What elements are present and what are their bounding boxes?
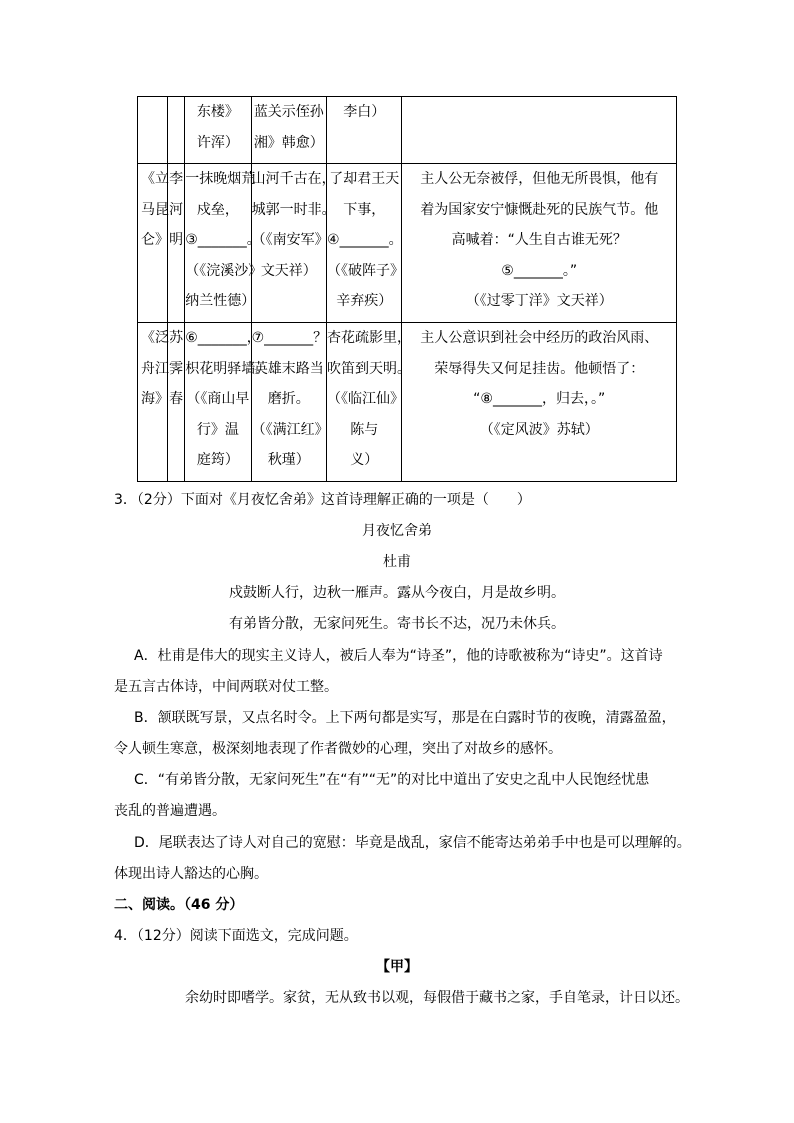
cell-line: 荣辱得失又何足挂齿。他顿悟了： bbox=[434, 360, 645, 377]
passage-text: 余幼时即嗜学。家贫，无从致书以观，每假借于藏书之家，手自笔录，计日以还。 bbox=[185, 990, 689, 1006]
cell-line: 主人公意识到社会中经历的政治风雨、 bbox=[420, 330, 659, 346]
cell-line: 义） bbox=[350, 452, 379, 468]
poem-line: 戍鼓断人行，边秋一雁声。露从今夜白，月是故乡明。 bbox=[229, 585, 565, 601]
cell-line: ④_______。 bbox=[327, 232, 403, 248]
cell-line: 一抹晚烟荒 bbox=[185, 171, 256, 187]
cell-line: 辛弃疾） bbox=[336, 293, 393, 309]
cell-line: ⑤_______。” bbox=[501, 262, 578, 279]
cell-line: 李 bbox=[169, 171, 184, 187]
cell-line: 戍垒， bbox=[196, 201, 239, 218]
cell-line: 明 bbox=[169, 232, 184, 248]
cell-line: 纳兰性德） bbox=[185, 293, 256, 309]
cell-line: 李白） bbox=[343, 104, 386, 120]
cell-line: 仑》 bbox=[141, 232, 169, 248]
cell-line: 秋瑾） bbox=[267, 452, 310, 468]
section-heading: 二、阅读。（46 分） bbox=[114, 897, 244, 913]
table-cell-poem-2 bbox=[251, 164, 336, 323]
cell-line: 苏 bbox=[169, 330, 184, 346]
cell-line: 许浑） bbox=[196, 134, 239, 151]
table-cell-poem-1 bbox=[185, 164, 263, 323]
table-cell-poem-2 bbox=[251, 97, 326, 164]
cell-line: ③_______。 bbox=[185, 232, 261, 248]
cell-line: （《商山早 bbox=[186, 391, 250, 407]
cell-line: （《破阵子》 bbox=[327, 262, 405, 279]
cell-line: （《定风波》苏轼） bbox=[479, 421, 599, 438]
table-cell-poem-3 bbox=[327, 323, 412, 482]
option-d-line: D．尾联表达了诗人对自己的宽慰：毕竟是战乱，家信不能寄达弟弟手中也是可以理解的。 bbox=[134, 835, 691, 851]
cell-line: 《泛 bbox=[141, 330, 169, 346]
cell-line: 行》温 bbox=[196, 421, 239, 438]
cell-line: （《满江红》 bbox=[251, 421, 329, 438]
question-4-stem: 4．（12分）阅读下面选文，完成问题。 bbox=[114, 928, 358, 944]
passage-label: 【甲】 bbox=[376, 959, 418, 975]
cell-line: 磨折。 bbox=[267, 391, 310, 407]
cell-line: 马昆 bbox=[141, 201, 169, 218]
cell-line: 山河千古在， bbox=[251, 171, 336, 187]
cell-line: （《浣溪沙》 bbox=[185, 262, 263, 279]
cell-line: 庭筠） bbox=[196, 452, 239, 468]
table-cell-poem-3 bbox=[327, 164, 405, 323]
cell-line: 霁 bbox=[169, 360, 184, 377]
table-cell-poem-1 bbox=[185, 323, 270, 482]
poem-table bbox=[137, 96, 677, 482]
table-cell-author bbox=[168, 323, 185, 482]
cell-line: 陈与 bbox=[350, 421, 379, 438]
cell-line: 河 bbox=[169, 201, 184, 218]
option-c-line: 丧乱的普遍遭遇。 bbox=[114, 803, 226, 819]
cell-line: 着为国家安宁慷慨赴死的民族气节。他 bbox=[420, 201, 659, 218]
cell-line: ⑥_______， bbox=[185, 330, 261, 346]
table-row bbox=[138, 164, 677, 323]
cell-line: ⑦_______？ bbox=[251, 330, 328, 346]
table-cell-description bbox=[402, 164, 677, 323]
cell-line: 蓝关示侄孙 bbox=[253, 104, 324, 120]
table-cell-poem-2 bbox=[251, 323, 329, 482]
option-a-line: 是五言古体诗，中间两联对仗工整。 bbox=[114, 679, 338, 695]
table-cell-author bbox=[168, 97, 185, 164]
cell-line: 英雄末路当 bbox=[253, 360, 324, 377]
cell-line: 了却君王天 bbox=[329, 171, 400, 187]
cell-line: 春 bbox=[169, 391, 184, 407]
poem-line: 有弟皆分散，无家问死生。寄书长不达，况乃未休兵。 bbox=[229, 616, 565, 632]
poem-title: 月夜忆舍弟 bbox=[362, 523, 432, 539]
table-cell-poem-3 bbox=[327, 97, 402, 164]
cell-line: 高喊着：“人生自古谁无死？ bbox=[451, 232, 627, 248]
table-cell-title bbox=[138, 97, 168, 164]
cell-line: 枳花明驿墙。 bbox=[185, 360, 270, 377]
cell-line: 湘》韩愈） bbox=[253, 134, 324, 151]
cell-line: 城郭一时非。 bbox=[251, 201, 336, 218]
table-cell-title bbox=[138, 323, 168, 482]
table-cell-poem-1 bbox=[185, 97, 251, 164]
table-cell-description bbox=[402, 323, 677, 482]
cell-line: 主人公无奈被俘，但他无所畏惧，他有 bbox=[420, 171, 659, 187]
option-d-line: 体现出诗人豁达的心胸。 bbox=[114, 866, 268, 882]
cell-line: 下事， bbox=[343, 201, 386, 218]
option-c-line: C．“有弟皆分散，无家问死生”在“有”“无”的对比中道出了安史之乱中人民饱经忧患 bbox=[134, 772, 650, 788]
table-cell-title bbox=[138, 164, 168, 323]
option-a-line: A．杜甫是伟大的现实主义诗人，被后人奉为“诗圣”，他的诗歌被称为“诗史”。这首诗 bbox=[134, 648, 663, 664]
table-cell-description bbox=[402, 97, 677, 164]
cell-line: 海》 bbox=[141, 391, 169, 407]
cell-line: 东楼》 bbox=[196, 104, 239, 120]
option-b-line: B．颔联既写景，又点名时令。上下两句都是实写，那是在白露时节的夜晚，清露盈盈， bbox=[134, 710, 676, 726]
cell-line: 舟江 bbox=[141, 360, 169, 377]
cell-line: “⑧_______，归去，。” bbox=[473, 391, 606, 407]
table-cell-author bbox=[168, 164, 185, 323]
cell-line: （《临江仙》 bbox=[327, 391, 405, 407]
question-3-stem: 3．（2分）下面对《月夜忆舍弟》这首诗理解正确的一项是（ ） bbox=[114, 492, 531, 508]
cell-line: （《过零丁洋》文天祥） bbox=[465, 293, 613, 309]
option-b-line: 令人顿生寒意，极深刻地表现了作者微妙的心理，突出了对故乡的感怀。 bbox=[114, 741, 562, 757]
poem-author: 杜甫 bbox=[383, 554, 411, 570]
cell-line: 《立 bbox=[141, 171, 169, 187]
cell-line: 文天祥） bbox=[260, 262, 317, 279]
table-row bbox=[138, 97, 677, 164]
cell-line: （《南安军》 bbox=[251, 232, 329, 248]
cell-line: 吹笛到天明。 bbox=[327, 360, 412, 377]
cell-line: 杏花疏影里， bbox=[327, 330, 412, 346]
table-row bbox=[138, 323, 677, 482]
